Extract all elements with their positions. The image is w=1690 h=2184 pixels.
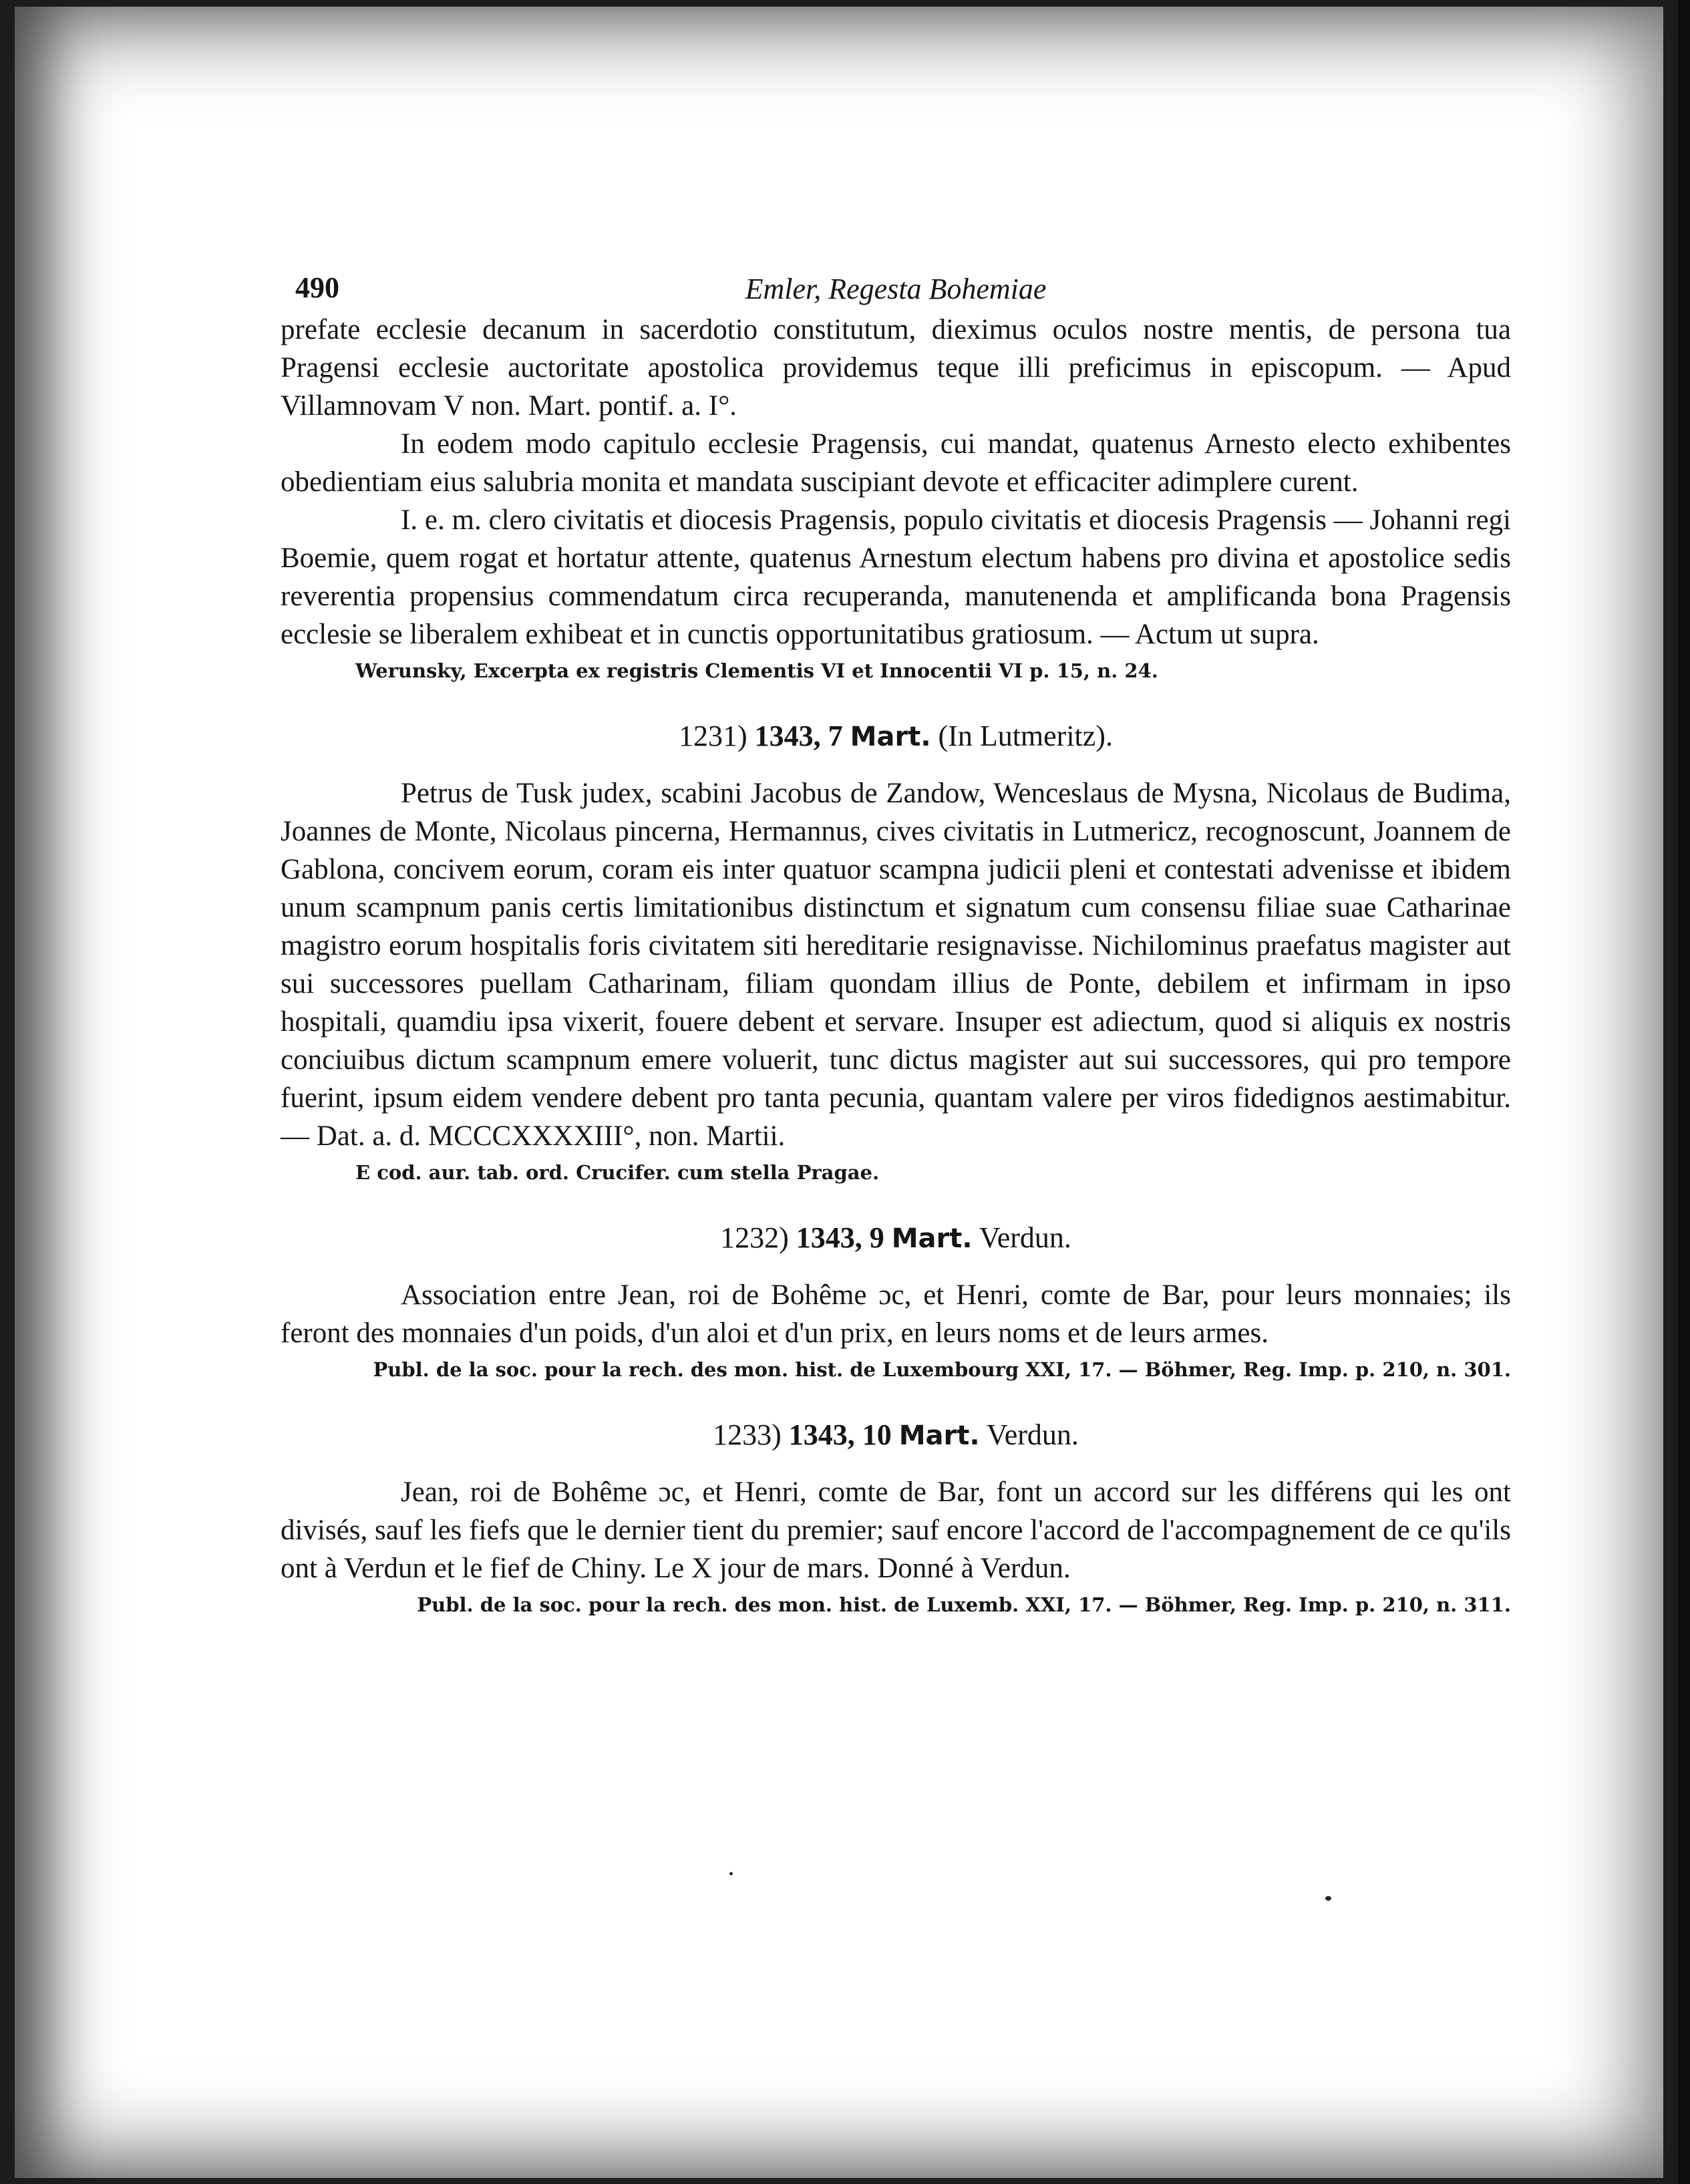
running-title: Emler, Regesta Bohemiae [745, 273, 1047, 305]
entry-place: Verdun. [986, 1418, 1079, 1451]
ink-speck [1325, 1896, 1331, 1901]
preamble-paragraph-3: I. e. m. clero civitatis et diocesis Pragensis, populo civitatis et diocesis Pragensis — Johanni regi Boemie, quem rogat et hortatur attente, quatenus Arnestum electum habens pro divina et apostolice sedis reverentia propensius commendatum circa recuperanda, manutenenda et amplificanda bona Pragensis ecclesie se liberalem exhibeat et in cunctis opportunitatibus gratiosum. — Actum ut supra. [281, 504, 1511, 650]
entry-place: (In Lutmeritz). [938, 720, 1113, 752]
entry-date: 1343, 9 [796, 1221, 884, 1254]
entry-text-1232: Association entre Jean, roi de Bohême ɔc, et Henri, comte de Bar, pour leurs monnaies; ils feront des monnaies d'un poids, d'un aloi et d'un prix, en leurs noms et de leurs armes. [281, 1279, 1511, 1349]
entry-heading-1233 [281, 1416, 1511, 1454]
entry-source-1231: E cod. aur. tab. ord. Crucifer. cum stella Pragae. [355, 1161, 880, 1184]
entry-heading-1232 [281, 1219, 1511, 1257]
entry-date: 1343, 10 [788, 1418, 892, 1451]
entry-number: 1233) [713, 1418, 782, 1451]
entry-date: 1343, 7 [754, 720, 843, 752]
page-number: 490 [295, 271, 339, 304]
entry-place: Verdun. [979, 1221, 1071, 1254]
entry-text-1231: Petrus de Tusk judex, scabini Jacobus de Zandow, Wenceslaus de Mysna, Nicolaus de Budima, Joannes de Monte, Nicolaus pincerna, Hermannus, cives civitatis in Lutmericz, recognoscunt, Joannem de Gablona, concivem eorum, coram eis inter quatuor scampna judicii pleni et contestati advenisse et ibidem unum scampnum panis certis limitationibus distinctum et signatum cum consensu filiae suae Catharinae magistro eorum hospitalis foris civitatem siti hereditarie resignavisse. Nichilominus praefatus magister aut sui successores puellam Catharinam, filiam quondam illius de Ponte, debilem et infirmam in ipso hospitali, quamdiu ipsa vixerit, fouere debent et servare. Insuper est adiectum, quod si aliquis ex nostris conciuibus dictum scampnum emere voluerit, tunc dictus magister aut sui successores, qui pro tempore fuerint, ipsum eidem vendere debent pro tanta pecunia, quantam valere per viros fidedignos aestimabitur. — Dat. a. d. MCCCXXXXIII°, non. Martii. [281, 778, 1511, 1152]
entry-heading-1231 [281, 718, 1511, 756]
entry-month: Mart. [898, 1420, 980, 1451]
preamble-source: Werunsky, Excerpta ex registris Clementis VI et Innocentii VI p. 15, n. 24. [355, 659, 1158, 682]
entry-month: Mart. [891, 1223, 973, 1254]
preamble-paragraph-1: prefate ecclesie decanum in sacerdotio constitutum, dieximus oculos nostre mentis, de persona tua Pragensi ecclesie auctoritate apostolica providemus teque illi preficimus in episcopum. — Apud Villamnovam V non. Mart. pontif. a. I°. [281, 314, 1511, 422]
entry-source-1232: Publ. de la soc. pour la rech. des mon. hist. de Luxembourg XXI, 17. — Böhmer, Reg. Imp. p. 210, n. 301. [373, 1358, 1511, 1381]
entry-number: 1231) [679, 720, 747, 752]
page-content [281, 264, 1511, 1619]
scanned-page [15, 7, 1663, 2178]
entry-text-1233: Jean, roi de Bohême ɔc, et Henri, comte de Bar, font un accord sur les différens qui les ont divisés, sauf les fiefs que le dernier tient du premier; sauf encore l'accord de l'accompagnement de ce qu'ils ont à Verdun et le fief de Chiny. Le X jour de mars. Donné à Verdun. [281, 1476, 1511, 1584]
scan-edge-right [1678, 0, 1690, 2184]
page-header [281, 264, 1511, 311]
entry-number: 1232) [720, 1221, 789, 1254]
entry-source-1233: Publ. de la soc. pour la rech. des mon. hist. de Luxemb. XXI, 17. — Böhmer, Reg. Imp. p. 210, n. 311. [417, 1593, 1511, 1616]
preamble-paragraph-2: In eodem modo capitulo ecclesie Pragensis, cui mandat, quatenus Arnesto electo exhibentes obedientiam eius salubria monita et mandata suscipiant devote et efficaciter adimplere curent. [281, 428, 1511, 498]
entry-month: Mart. [850, 722, 931, 752]
ink-speck [729, 1872, 733, 1875]
